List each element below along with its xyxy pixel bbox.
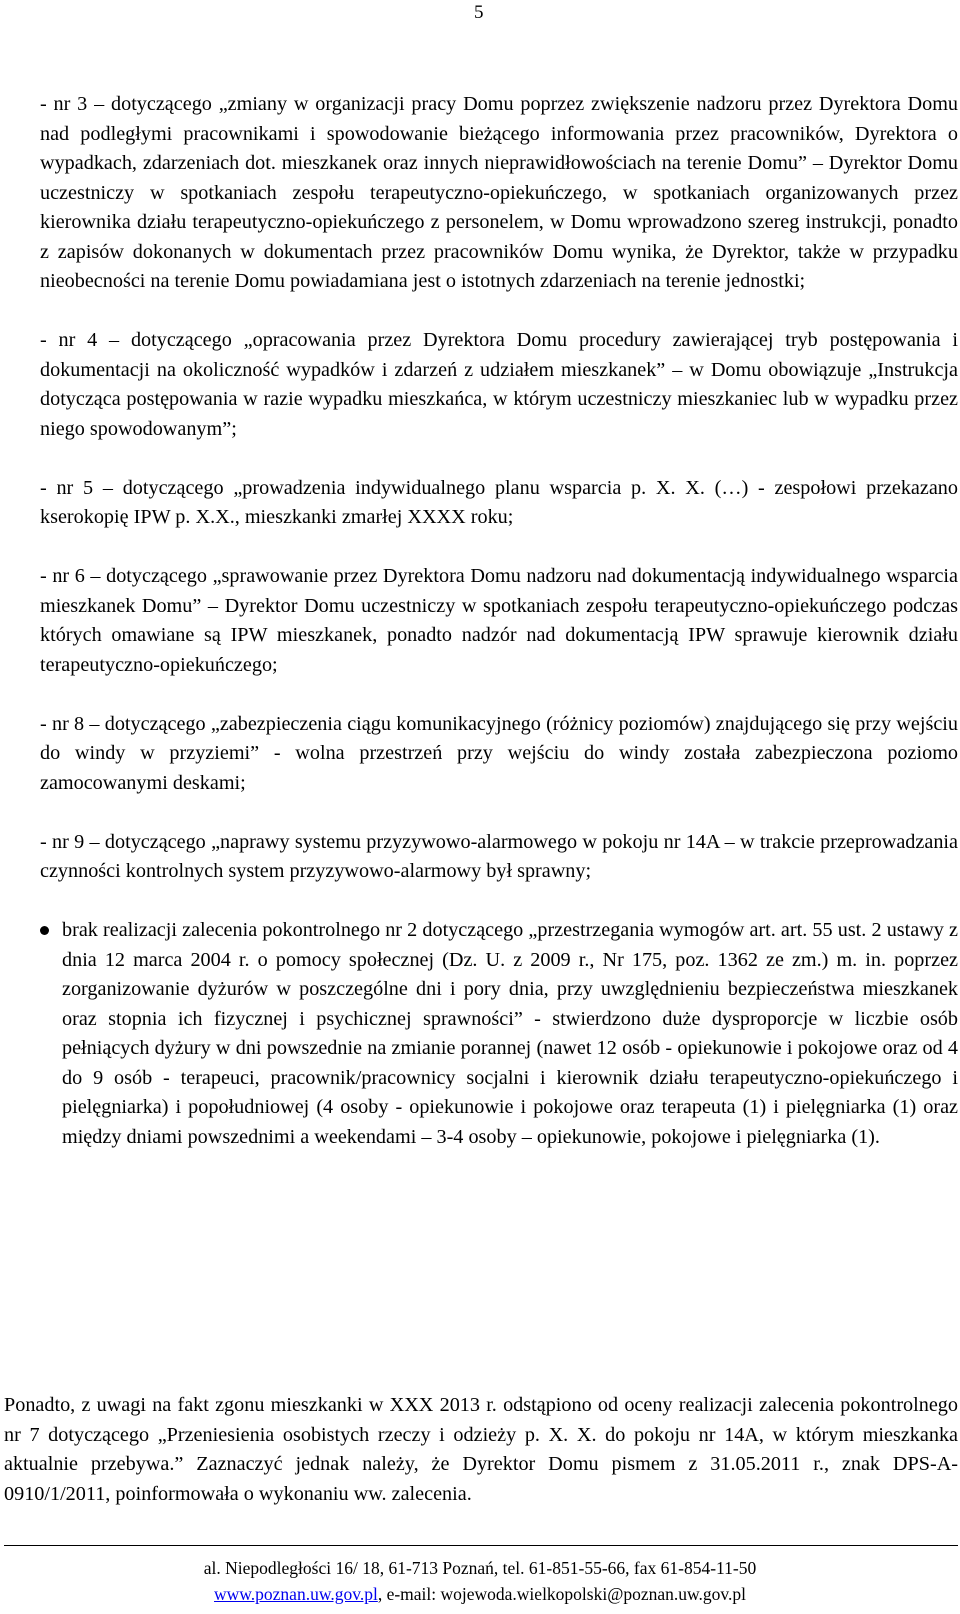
paragraph-nr-5: - nr 5 – dotyczącego „prowadzenia indywidualnego planu wsparcia p. X. X. (…) - zespołowi przekazano kserokopię IPW p. X.X., mieszkanki zmarłej XXXX roku; — [40, 476, 958, 528]
closing-paragraph: Ponadto, z uwagi na fakt zgonu mieszkanki w XXX 2013 r. odstąpiono od oceny realizacji zalecenia pokontrolnego nr 7 dotyczącego „Przeniesienia osobistych rzeczy i odzieży p. X. X. do pokoju nr 14A, w którym mieszkanka aktualnie przebywa.” Zaznaczyć jednak należy, że Dyrektor Domu pismem z 31.05.2011 r., znak DPS-A-0910/1/2011, poinformowała o wykonaniu ww. zalecenia. — [4, 1394, 958, 1505]
footer-email: , e-mail: wojewoda.wielkopolski@poznan.uw.gov.pl — [377, 1584, 746, 1604]
bullet-item — [40, 916, 958, 1152]
paragraph-nr-4: - nr 4 – dotyczącego „opracowania przez Dyrektora Domu procedury zawierającej tryb postępowania i dokumentacji na okoliczność wypadków i zdarzeń z udziałem mieszkanek” – w Domu obowiązuje „Instrukcja dotycząca postępowania w razie wypadku mieszkańca, w którym uczestniczy mieszkaniec lub w wypadku przez niego spowodowanym”; — [40, 329, 958, 440]
paragraph-nr-9: - nr 9 – dotyczącego „naprawy systemu przyzywowo-alarmowego w pokoju nr 14A – w trakcie przeprowadzania czynności kontrolnych system przyzywowo-alarmowy był sprawny; — [40, 830, 958, 882]
paragraph-nr-8: - nr 8 – dotyczącego „zabezpieczenia ciągu komunikacyjnego (różnicy poziomów) znajdującego się przy wejściu do windy w przyziemi” - wolna przestrzeń przy wejściu do windy została zabezpieczona poziomo zamocowanymi deskami; — [40, 712, 958, 794]
bullet-icon — [40, 926, 49, 935]
footer-divider — [4, 1545, 958, 1546]
document-body — [40, 90, 958, 1182]
page-number-text: 5 — [474, 2, 484, 23]
paragraph-nr-6: - nr 6 – dotyczącego „sprawowanie przez Dyrektora Domu nadzoru nad dokumentacją indywidualnego wsparcia mieszkanek Domu” – Dyrektor Domu uczestniczy w spotkaniach zespołu terapeutyczno-opiekuńczego podczas których omawiane są IPW mieszkanek, ponadto nadzór nad dokumentacją IPW sprawuje kierownik działu terapeutyczno-opiekuńczego; — [40, 565, 958, 676]
footer-contact — [0, 1581, 960, 1607]
paragraph-nr-3: - nr 3 – dotyczącego „zmiany w organizacji pracy Domu poprzez zwiększenie nadzoru przez Dyrektora Domu nad podległymi pracownikami i spowodowanie bieżącego informowania przez pracowników, Dyrektora o wypadkach, zdarzeniach dot. mieszkanek oraz innych nieprawidłowościach na terenie Domu” – Dyrektor Domu uczestniczy w spotkaniach zespołu terapeutyczno-opiekuńczego, w spotkaniach organizowanych przez kierownika działu terapeutyczno-opiekuńczego z personelem, w Domu wprowadzono szereg instrukcji, ponadto z zapisów dokonanych w dokumentach przez pracowników Domu wynika, że Dyrektor, także w przypadku nieobecności na terenie Domu powiadamiana jest o istotnych zdarzeniach na terenie jednostki; — [40, 93, 958, 292]
website-link[interactable]: www.poznan.uw.gov.pl — [214, 1584, 378, 1604]
bullet-text: brak realizacji zalecenia pokontrolnego nr 2 dotyczącego „przestrzegania wymogów art. art. 55 ust. 2 ustawy z dnia 12 marca 2004 r. o pomocy społecznej (Dz. U. z 2009 r., Nr 175, poz. 1362 ze zm.) m. in. poprzez zorganizowanie dyżurów w poszczególne dni i pory dnia, przy uwzględnieniu bezpieczeństwa mieszkanek oraz stopnia ich fizycznej i psychicznej sprawności” - stwierdzono duże dysproporcje w liczbie osób pełniących dyżury w dni powszednie na zmianie porannej (nawet 12 osób - opiekunowie i pokojowe oraz od 4 do 9 osób - terapeuci, pracownik/pracownicy socjalni i kierownik działu terapeutyczno-opiekuńczego i pielęgniarka) i popołudniowej (4 osoby - opiekunowie i pokojowe oraz terapeuta (1) i pielęgniarka (1) oraz między dniami powszednimi a weekendami – 3-4 osoby – opiekunowie, pokojowe i pielęgniarka (1). — [62, 919, 958, 1148]
footer — [0, 1555, 960, 1607]
footer-address: al. Niepodległości 16/ 18, 61-713 Poznań, tel. 61-851-55-66, fax 61-854-11-50 — [203, 1558, 757, 1578]
